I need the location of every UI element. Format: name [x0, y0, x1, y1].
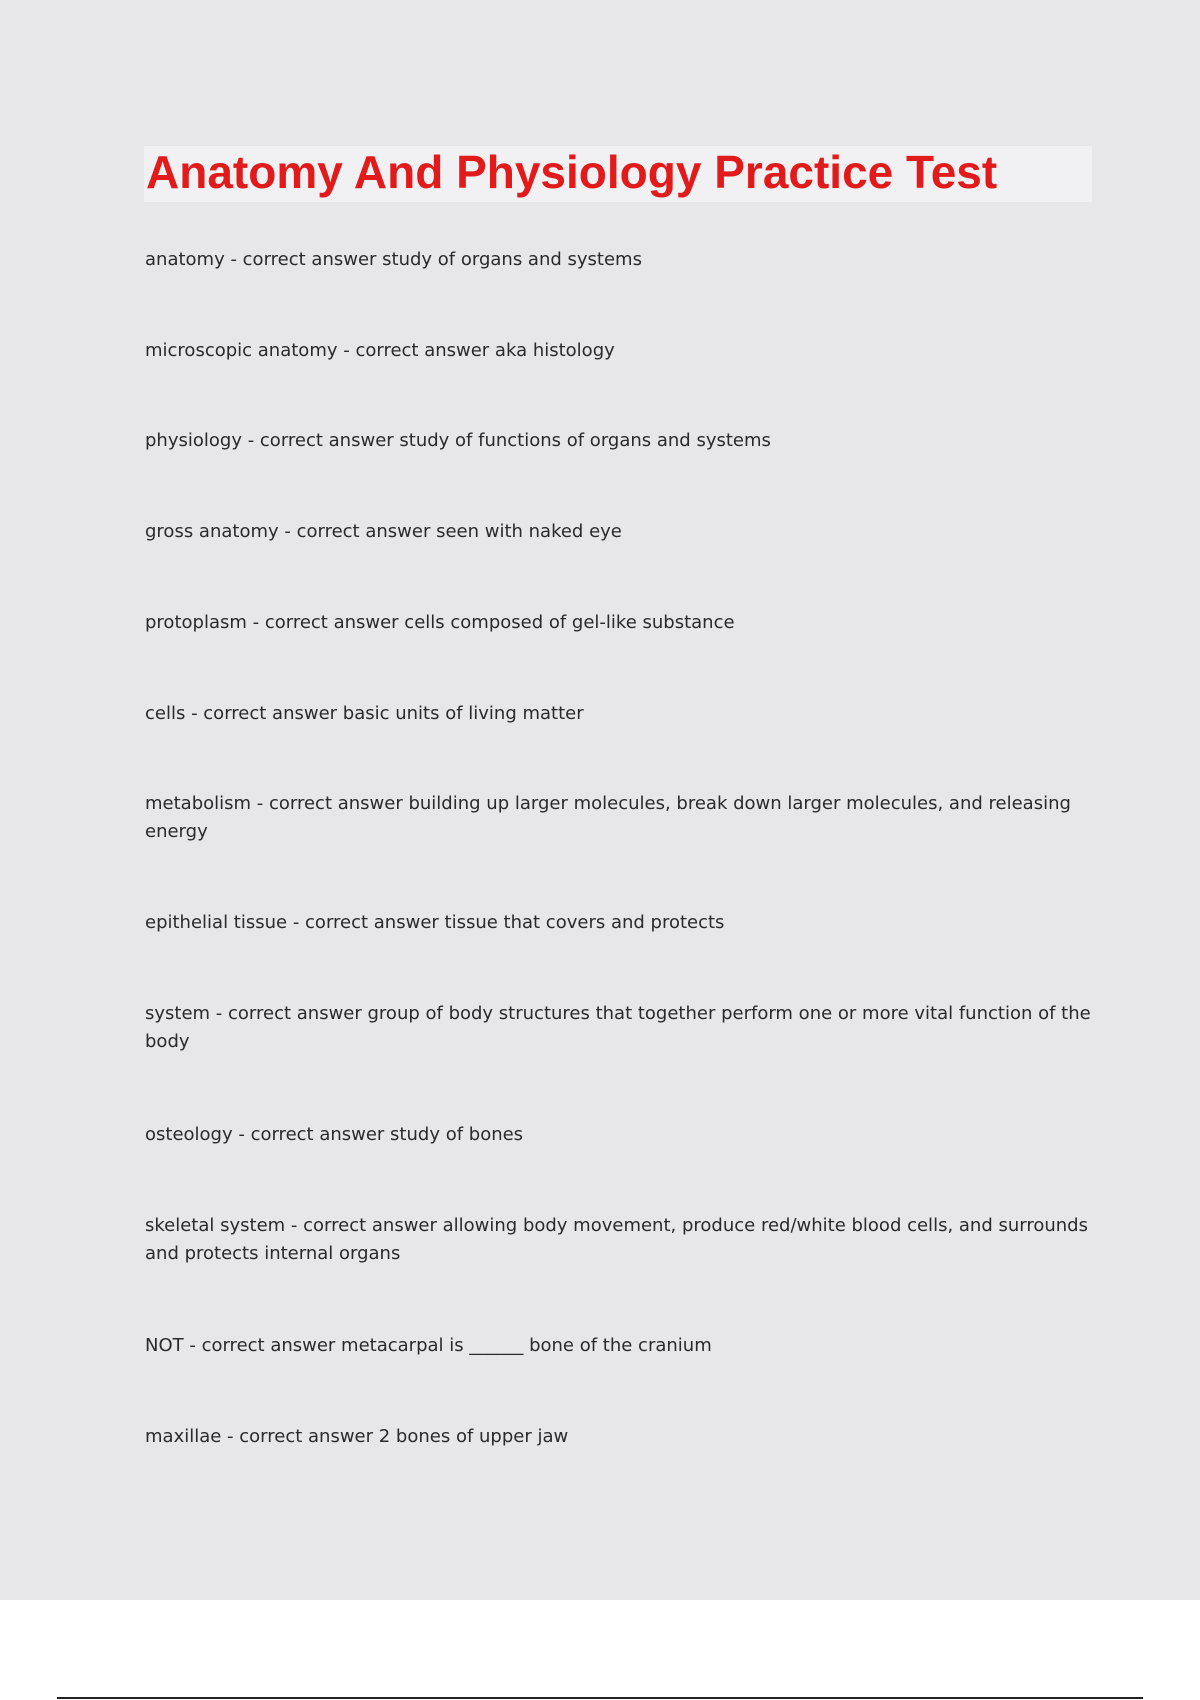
- qa-item-physiology: physiology - correct answer study of functions of organs and systems: [145, 430, 771, 451]
- qa-item-metabolism: metabolism - correct answer building up larger molecules, break down larger molecules, and releasing energy: [145, 793, 1071, 842]
- qa-item-anatomy: anatomy - correct answer study of organs and systems: [145, 249, 642, 270]
- qa-item-gross-anatomy: gross anatomy - correct answer seen with naked eye: [145, 521, 622, 542]
- qa-item-maxillae: maxillae - correct answer 2 bones of upper jaw: [145, 1426, 569, 1447]
- qa-item-protoplasm: protoplasm - correct answer cells composed of gel-like substance: [145, 612, 735, 633]
- qa-item-cells: cells - correct answer basic units of living matter: [145, 703, 584, 724]
- page-divider: [57, 1697, 1143, 1699]
- qa-item-system: system - correct answer group of body structures that together perform one or more vital function of the body: [145, 1003, 1091, 1052]
- qa-item-not: NOT - correct answer metacarpal is ______ bone of the cranium: [145, 1335, 712, 1356]
- page-title: Anatomy And Physiology Practice Test: [146, 146, 998, 198]
- qa-item-microscopic-anatomy: microscopic anatomy - correct answer aka histology: [145, 340, 615, 361]
- qa-item-epithelial-tissue: epithelial tissue - correct answer tissue that covers and protects: [145, 912, 725, 933]
- qa-item-skeletal-system: skeletal system - correct answer allowing body movement, produce red/white blood cells, and surrounds and protects internal organs: [145, 1215, 1088, 1264]
- qa-item-osteology: osteology - correct answer study of bones: [145, 1124, 524, 1145]
